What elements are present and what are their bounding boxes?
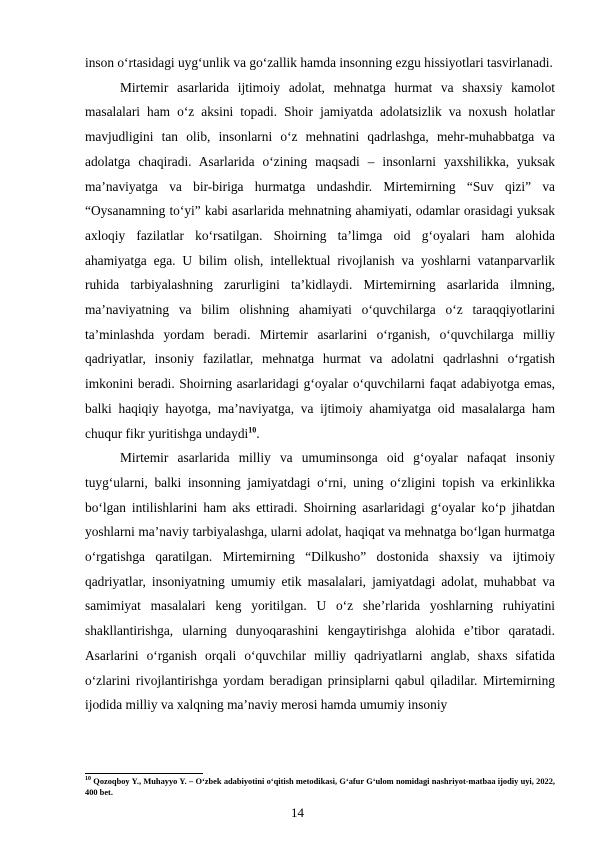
paragraph-2	[85, 76, 555, 447]
footnote-divider	[85, 773, 203, 774]
paragraph-2-text: Mirtemir asarlarida ijtimoiy adolat, mehnatga hurmat va shaxsiy kamolot masalalari ham o‘z aksini topadi. Shoir jamiyatda adolatsizlik va noxush holatlar mavjudligini tan olib, insonlarni o‘z mehnatini qadrlashga, mehr-muhabbatga va adolatga chaqiradi. Asarlarida o‘zining maqsadi – insonlarni yaxshilikka, yuksak ma’naviyatga va bir-biriga hurmatga undashdir. Mirtemirning “Suv qizi” va “Oysanamning to‘yi” kabi asarlarida mehnatning ahamiyati, odamlar orasidagi yuksak axloqiy fazilatlar ko‘rsatilgan. Shoirning ta’limga oid g‘oyalari ham alohida ahamiyatga ega. U bilim olish, intellektual rivojlanish va yoshlarni vatanparvarlik ruhida tarbiyalashning zarurligini ta’kidlaydi. Mirtemirning asarlarida ilmning, ma’naviyatning va bilim olishning ahamiyati o‘quvchilarga o‘z taraqqiyotlarini ta’minlashda yordam beradi. Mirtemir asarlarini o‘rganish, o‘quvchilarga milliy qadriyatlar, insoniy fazilatlar, mehnatga hurmat va adolatni qadrlashni o‘rgatish imkonini beradi. Shoirning asarlaridagi g‘oyalar o‘quvchilarni faqat adabiyotga emas, balki haqiqiy hayotga, ma’naviyatga, va ijtimoiy ahamiyatga oid masalalarga ham chuqur fikr yuritishga undaydi	[85, 79, 555, 441]
page-number: 14	[291, 805, 304, 820]
footnote-reference[interactable]: 10	[248, 425, 257, 435]
paragraph-2-end: .	[256, 425, 260, 441]
paragraph-1-text: inson o‘rtasidagi uyg‘unlik va go‘zallik hamda insonning ezgu hissiyotlari tasvirlanadi.	[85, 55, 553, 70]
paragraph-3	[85, 446, 555, 718]
paragraph-3-text: Mirtemir asarlarida milliy va umuminsonga oid g‘oyalar nafaqat insoniy tuyg‘ularni, balki insonning jamiyatdagi o‘rni, uning o‘zligini topish va erkinlikka bo‘lgan intilishlarini ham aks ettiradi. Shoirning asarlaridagi g‘oyalar ko‘p jihatdan yoshlarni ma’naviy tarbiyalashga, ularni adolat, haqiqat va mehnatga bo‘lgan hurmatga o‘rgatishga qaratilgan. Mirtemirning “Dilkusho” dostonida shaxsiy va ijtimoiy qadriyatlar, insoniyatning umumiy etik masalalari, jamiyatdagi adolat, muhabbat va samimiyat masalalari keng yoritilgan. U o‘z she’rlarida yoshlarning ruhiyatini shakllantirishga, ularning dunyoqarashini kengaytirishga alohida e’tibor qaratadi. Asarlarini o‘rganish orqali o‘quvchilar milliy qadriyatlarni anglab, shaxs sifatida o‘zlarini rivojlantirishga yordam beradigan prinsiplarni qabul qiladilar. Mirtemirning ijodida milliy va xalqning ma’naviy merosi hamda umumiy insoniy	[85, 450, 555, 713]
footnote	[85, 776, 555, 798]
footnote-text: Qozoqboy Y., Muhayyo Y. – O‘zbek adabiyotini o‘qitish metodikasi, G‘afur G‘ulom nomidagi nashriyot-matbaa ijodiy uyi, 2022, 400 bet.	[85, 777, 555, 797]
page-body	[85, 51, 555, 718]
footnote-number: 10	[85, 776, 91, 783]
paragraph-1	[85, 51, 555, 76]
